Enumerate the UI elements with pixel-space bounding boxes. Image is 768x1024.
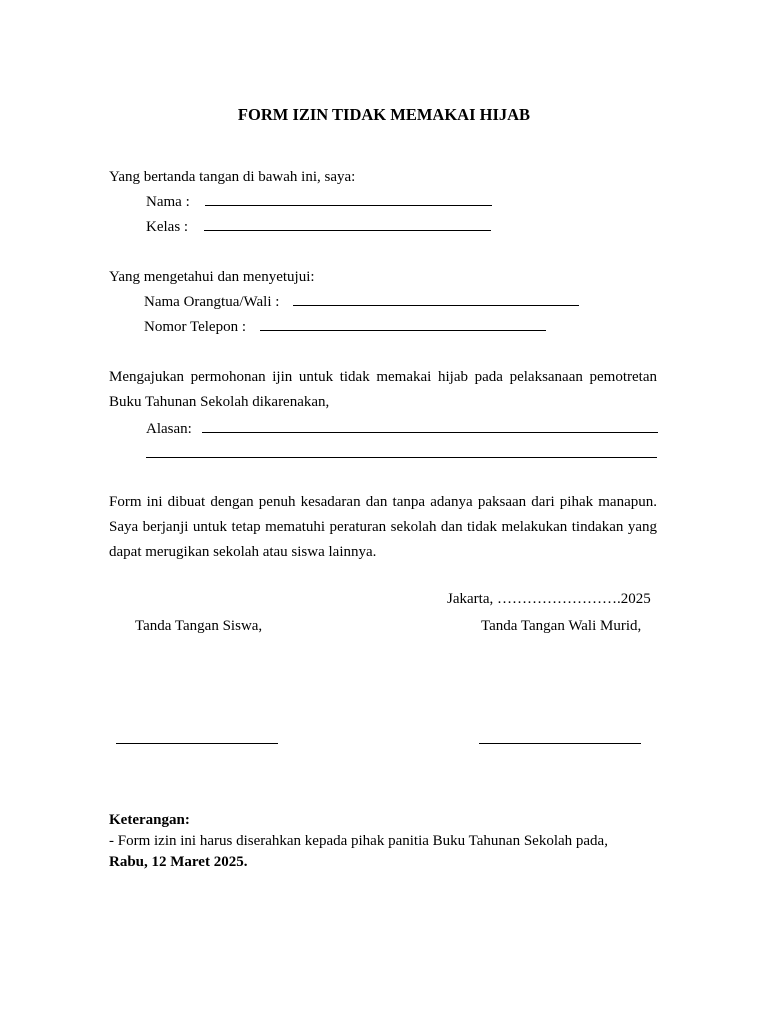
date-line: Jakarta, …………………….2025 [447, 591, 651, 607]
guardian-signature-line [479, 731, 641, 749]
student-signature-line [116, 731, 278, 749]
form-title: FORM IZIN TIDAK MEMAKAI HIJAB [237, 105, 531, 124]
reason-label: Alasan: [146, 421, 192, 437]
statement-text: Form ini dibuat dengan penuh kesadaran dan tanpa adanya paksaan dari pihak manapun. Saya berjanji untuk tetap mematuhi peraturan sekolah dan tidak melakukan tindakan yang dapat merugikan sekolah atau siswa lainnya. [109, 494, 657, 560]
note-text: - Form izin ini harus diserahkan kepada pihak panitia Buku Tahunan Sekolah pada, [109, 833, 608, 849]
reason-field[interactable] [202, 420, 658, 433]
nama-field[interactable] [205, 193, 492, 206]
nama-row [146, 193, 492, 211]
note-heading: Keterangan: [109, 812, 190, 828]
approval-intro: Yang mengetahui dan menyetujui: [109, 269, 315, 285]
kelas-label: Kelas : [146, 219, 189, 235]
phone-row [144, 318, 546, 336]
parent-field[interactable] [293, 293, 579, 306]
reason-row [146, 420, 658, 438]
request-text: Mengajukan permohonan ijin untuk tidak memakai hijab pada pelaksanaan pemotretan Buku Tahunan Sekolah dikarenakan, [109, 369, 657, 410]
reason-field-2[interactable] [146, 445, 657, 458]
phone-field[interactable] [260, 318, 546, 331]
kelas-row [146, 218, 491, 236]
student-signature-field[interactable] [116, 731, 278, 744]
intro-text: Yang bertanda tangan di bawah ini, saya: [109, 169, 356, 185]
parent-row [144, 293, 579, 311]
nama-label: Nama : [146, 194, 190, 210]
guardian-signature-label: Tanda Tangan Wali Murid, [481, 618, 642, 634]
parent-label: Nama Orangtua/Wali : [144, 294, 280, 310]
reason-row-2 [146, 445, 657, 463]
student-signature-label: Tanda Tangan Siswa, [135, 618, 263, 634]
note-date: Rabu, 12 Maret 2025. [109, 854, 248, 870]
guardian-signature-field[interactable] [479, 731, 641, 744]
phone-label: Nomor Telepon : [144, 319, 246, 335]
kelas-field[interactable] [204, 218, 491, 231]
